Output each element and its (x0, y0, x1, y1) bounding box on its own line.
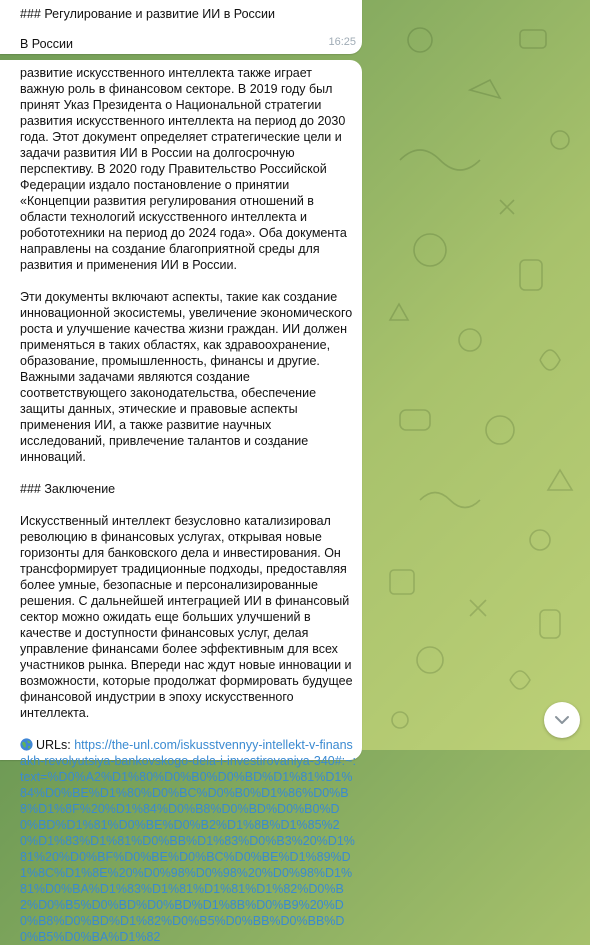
globe-icon (20, 738, 33, 751)
urls-label: URLs: (36, 738, 71, 752)
chevron-down-icon (553, 711, 571, 729)
urls-line (20, 737, 356, 945)
message-text: В России (20, 37, 74, 51)
message-bubble[interactable] (0, 60, 362, 944)
previous-message-bubble[interactable] (0, 0, 362, 54)
message-paragraph: развитие искусственного интеллекта также играет важную роль в финансовом секторе. В 2019 году был принят Указ Президента о Национальной стратегии развития искусственного интеллекта на период до 2030 года. Этот документ определяет стратегические цели и задачи развития ИИ в России на долгосрочную перспективу. В 2020 году Правительство Российской Федерации издало постановление о принятии «Концепции развития регулирования отношений в области технологий искусственного интеллекта и робототехники на период до 2024 года». Оба документа направлены на создание благоприятной среды для развития и применения ИИ в России. (20, 66, 347, 272)
message-body (20, 65, 356, 945)
message-paragraph: Эти документы включают аспекты, такие как создание инновационной экосистемы, увеличение экономического роста и улучшение качества жизни граждан. ИИ должен применяться в таких областях, как здравоохранение, образование, промышленность, финансы и другие. Важными задачами являются создание соответствующего законодательства, обеспечение защиты данных, этические и правовые аспекты применения ИИ, а также развитие научных исследований, привлечение талантов и создание инноваций. (20, 290, 353, 464)
message-paragraph: Искусственный интеллект безусловно катализировал революцию в финансовых услугах, открывая новые горизонты для банковского дела и инвестирования. Он трансформирует традиционные подходы, предоставляя более умные, безопасные и персонализированные решения. С дальнейшей интеграцией ИИ в финансовый сектор можно ожидать еще больших улучшений в качестве и доступности финансовых услуг, делая управление финансами более эффективным для всех участников рынка. Впереди нас ждут новые инновации и возможности, которые продолжат формировать будущее финансовой индустрии в эпоху искусственного интеллекта. (20, 514, 353, 720)
source-link[interactable]: https://the-unl.com/iskusstvennyy-intellekt-v-finansakh-revolyutsiya-bankovskogo-dela-i-investirovaniya-340#:~:text=%D0%A2%D1%80%D0%B0%D0%BD%D1%81%D1%84%D0%BE%D1%80%D0%BC%D0%B0%D1%86%D0%B8%D1%8F%20%D1%84%D0%B8%D0%BD%D0%B0%D0%BD%D1%81%D0%BE%D0%B2%D1%8B%D1%85%20%D1%83%D1%81%D0%BB%D1%83%D0%B3%20%D1%81%20%D0%BF%D0%BE%D0%BC%D0%BE%D1%89%D1%8C%D1%8E%20%D0%98%D0%98%20%D0%98%D1%81%D0%BA%D1%83%D1%81%D1%81%D1%82%D0%B2%D0%B5%D0%BD%D0%BD%D1%8B%D0%B9%20%D0%B8%D0%BD%D1%82%D0%B5%D0%BB%D0%BB%D0%B5%D0%BA%D1%82 (20, 738, 356, 944)
message-timestamp: 16:25 (328, 36, 356, 48)
scroll-to-bottom-button[interactable] (544, 702, 580, 738)
message-heading-text: ### Регулирование и развитие ИИ в России (20, 7, 276, 21)
message-section-heading: ### Заключение (20, 482, 116, 496)
